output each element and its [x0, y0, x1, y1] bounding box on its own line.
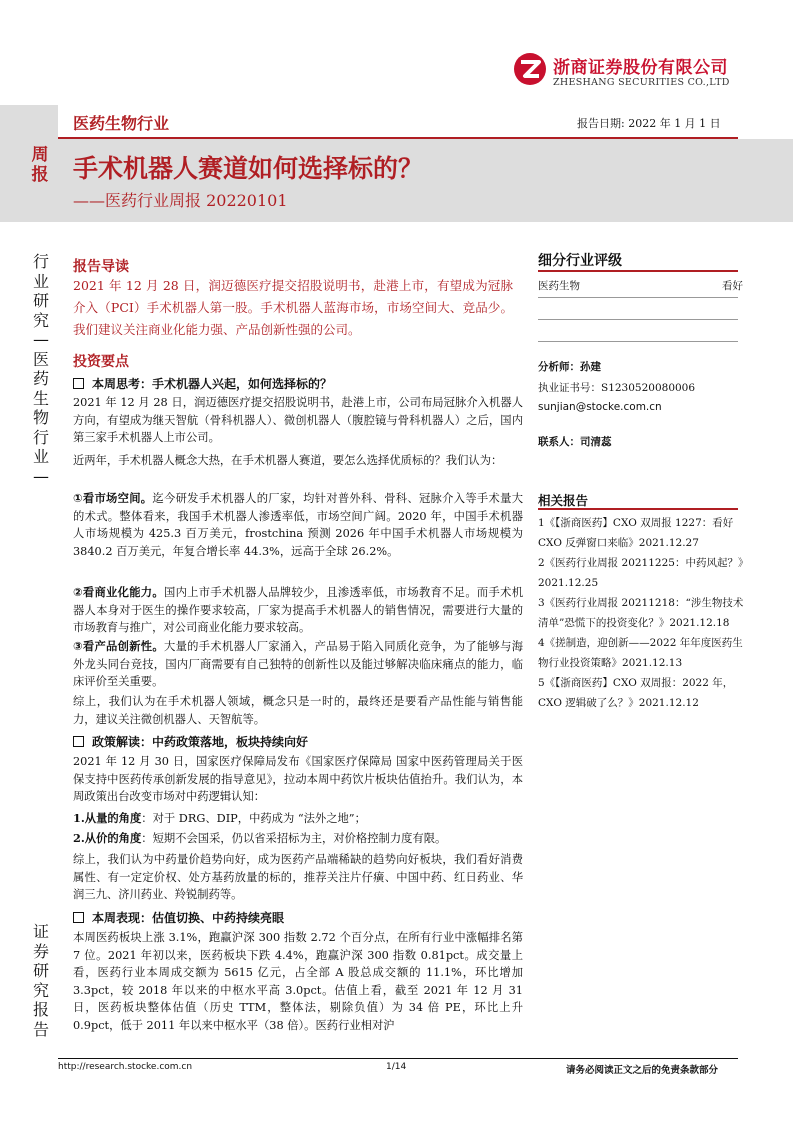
header-divider	[58, 137, 738, 139]
report-title: 手术机器人赛道如何选择标的？	[73, 154, 424, 183]
rating-sector: 医药生物	[538, 280, 580, 292]
related-heading: 相关报告	[538, 493, 589, 508]
item-2-label: 2.从价的角度	[73, 831, 142, 845]
invest-heading: 投资要点	[73, 354, 129, 370]
rating-divider	[538, 270, 738, 272]
section-2-title: 政策解读：中药政策落地，板块持续向好	[92, 735, 309, 749]
checkbox-square-icon	[73, 736, 84, 747]
company-logo-icon	[513, 52, 547, 86]
guide-text: 2021 年 12 月 28 日，润迈德医疗提交招股说明书，赴港上市，有望成为冠脉介入（PCI）手术机器人第一股。手术机器人蓝海市场，市场空间大、竞品少。我们建议关注商业化能力强、产品创新性强的公司。	[73, 278, 513, 337]
section-3-paragraph-1: 本周医药板块上涨 3.1%，跑赢沪深 300 指数 2.72 个百分点，在所有行业中涨幅排名第 7 位。2021 年初以来，医药板块下跌 4.4%，跑赢沪深 300 指数 0.81pct。成交量上看，医药行业本周成交额为 5615 亿元，占全部 A 股总成交额的 11.1%，环比增加 3.3pct，较 2018 年以来的中枢水平高 3.0pct。估值上看，截至 2021 年 12 月 31 日，医药板块整体估值（历史 TTM，整体法，剔除负值）为 34 倍 PE，环比上升 0.9pct，低于 2011 年以来中枢水平（38 倍）。医药行业相对沪	[73, 931, 523, 1032]
sidebar-category-text: 行业研究—医药生物行业—	[32, 252, 49, 486]
rating-row-divider-3	[538, 341, 738, 342]
page-number: 1/14	[386, 1062, 407, 1072]
footer-disclaimer: 请务必阅读正文之后的免责条款部分	[566, 1065, 719, 1076]
report-date: 报告日期: 2022 年 1 月 1 日	[577, 117, 721, 130]
section-1-paragraph-1: 2021 年 12 月 28 日，润迈德医疗提交招股说明书，赴港上市，公司布局冠脉介入机器人方向，有望成为继天智航（骨科机器人）、微创机器人（腹腔镜与骨科机器人）之后，国内第三家手术机器人上市公司。	[73, 396, 523, 444]
related-report-item[interactable]: 5《【浙商医药】CXO 双周报：2022 年，CXO 逻辑破了么？》2021.12.12	[538, 677, 734, 709]
rating-heading: 细分行业评级	[538, 253, 622, 269]
section-3-heading	[73, 909, 284, 926]
report-type-label: 周报	[31, 145, 49, 185]
rating-row-divider	[538, 297, 738, 298]
point-1-text: 迄今研发手术机器人的厂家，均针对普外科、骨科、冠脉介入等手术量大的术式。整体看来，我国手术机器人渗透率低，市场空间广阔。2020 年，中国手术机器人市场规模为 425.3 百万美元，frostchina 预测 2026 年中国手术机器人市场规模为 3840.2 百万美元，年复合增长率 44.3%，远高于全球 26.2%。	[73, 492, 523, 558]
rating-value: 看好	[722, 280, 743, 292]
section-2-item-2	[73, 830, 523, 848]
section-2-heading	[73, 733, 308, 750]
item-2-text: ：短期不会国采，仍以省采招标为主，对价格控制力度有限。	[141, 832, 447, 845]
related-reports-list	[538, 513, 748, 713]
contact-name: 联系人：司清蕊	[538, 436, 612, 448]
related-report-item[interactable]: 2《医药行业周报 20211225：中药风起？》2021.12.25	[538, 557, 744, 589]
section-1-point-1	[73, 490, 523, 560]
footer-divider	[58, 1058, 738, 1059]
section-1-heading	[73, 375, 332, 392]
point-2-label: ②看商业化能力。	[73, 586, 164, 599]
item-1-label: 1.从量的角度	[73, 811, 142, 825]
related-report-item[interactable]: 3《医药行业周报 20211218：“涉生物技术清单”恐慌下的投资变化？》2021.12.18	[538, 597, 744, 629]
sidebar-doc-type-text: 证券研究报告	[32, 922, 49, 1039]
item-1-text: ：对于 DRG、DIP，中药成为 “法外之地”；	[141, 812, 366, 825]
checkbox-square-icon	[73, 378, 84, 389]
section-1-paragraph-2: 近两年，手术机器人概念大热，在手术机器人赛道，要怎么选择优质标的？我们认为：	[73, 454, 503, 467]
section-2-summary: 综上，我们认为中药量价趋势向好，成为医药产品端稀缺的趋势向好板块，我们看好消费属性、有一定定价权、处方基药放量的标的，推荐关注片仔癀、中国中药、红日药业、华润三九、济川药业、羚锐制药等。	[73, 853, 523, 901]
point-1-label: ①看市场空间。	[73, 492, 153, 505]
section-3-title: 本周表现：估值切换、中药持续亮眼	[92, 911, 285, 925]
analyst-cert: 执业证书号：S1230520080006	[538, 382, 696, 394]
company-name-en: ZHESHANG SECURITIES CO.,LTD	[553, 77, 730, 88]
section-1-point-2	[73, 584, 523, 637]
section-1-title: 本周思考：手术机器人兴起，如何选择标的？	[92, 377, 333, 391]
report-subtitle: ——医药行业周报 20220101	[73, 191, 288, 210]
guide-heading: 报告导读	[73, 259, 129, 275]
related-divider	[538, 508, 738, 510]
point-2-text: 国内上市手术机器人品牌较少，且渗透率低，市场教育不足。而手术机器人本身对于医生的操作要求较高，厂家为提高手术机器人的销售情况，需要进行大量的市场教育与推广，对公司商业化能力要求较高。	[73, 586, 523, 634]
point-3-text: 大量的手术机器人厂家涌入，产品易于陷入同质化竞争，为了能够与海外龙头同台竞技，国内厂商需要有自己独特的创新性以及能过够解决临床痛点的能力，临床评价至关重要。	[73, 640, 523, 688]
section-2-item-1	[73, 810, 523, 828]
analyst-name: 分析师：孙建	[538, 361, 601, 373]
rating-row-divider-2	[538, 319, 738, 320]
section-1-point-3	[73, 638, 523, 691]
section-1-summary: 综上，我们认为在手术机器人领域，概念只是一时的，最终还是要看产品性能与销售能力，建议关注微创机器人、天智航等。	[73, 695, 523, 726]
footer-url[interactable]: http://research.stocke.com.cn	[58, 1062, 193, 1072]
section-2-paragraph-1: 2021 年 12 月 30 日，国家医疗保障局发布《国家医疗保障局 国家中医药管理局关于医保支持中医药传承创新发展的指导意见》，拉动本周中药饮片板块估值抬升。我们认为，本周政策出台改变市场对中药逻辑认知：	[73, 755, 523, 803]
checkbox-square-icon	[73, 912, 84, 923]
related-report-item[interactable]: 1《【浙商医药】CXO 双周报 1227：看好 CXO 反弹窗口来临》2021.12.27	[538, 517, 734, 549]
company-name-cn: 浙商证券股份有限公司	[553, 58, 728, 78]
analyst-email[interactable]: sunjian@stocke.com.cn	[538, 401, 662, 413]
industry-tag: 医药生物行业	[73, 114, 170, 133]
related-report-item[interactable]: 4《搓制造，迎创新——2022 年年度医药生物行业投资策略》2021.12.13	[538, 637, 743, 669]
point-3-label: ③看产品创新性。	[73, 640, 164, 653]
